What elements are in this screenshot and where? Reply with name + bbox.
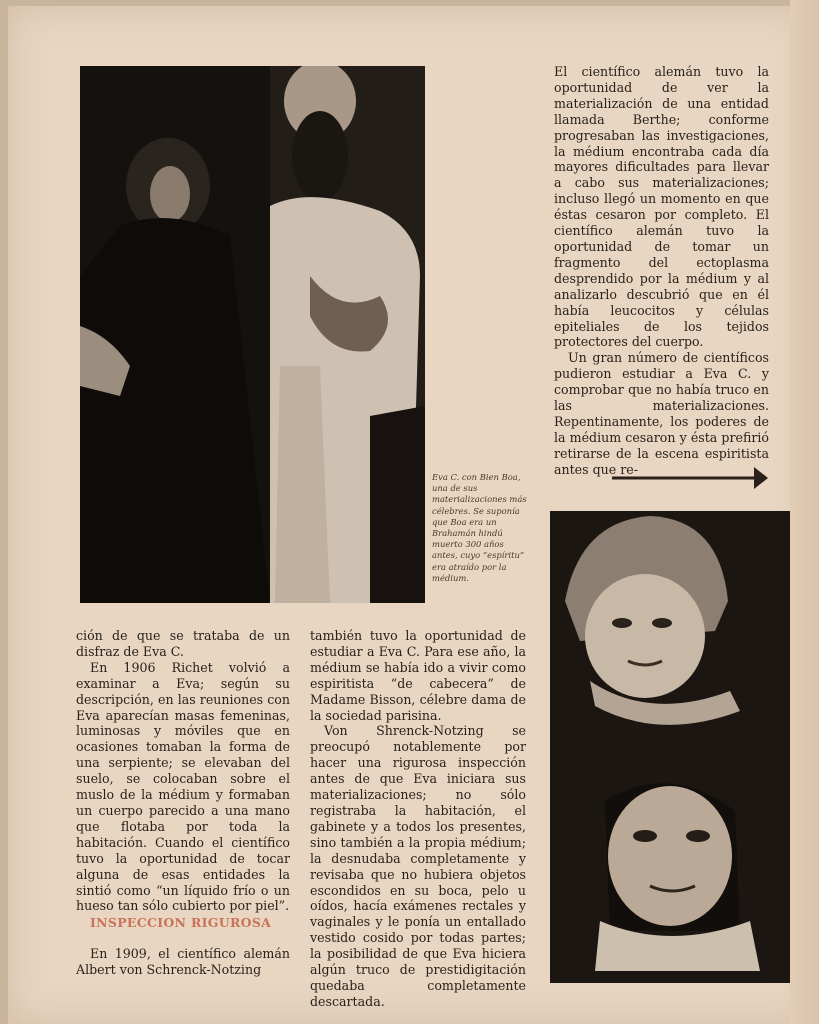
paragraph: En 1906 Richet volvió a examinar a Eva; según su descripción, en las reuniones con Eva aparecían masas femeninas, luminosas y móviles que en ocasiones tomaban la forma de una serpiente; se elevaban del suelo, se colocaban sobre el muslo de la médium y formaban un cuerpo parecido a una mano que flotaba por toda la habitación. Cuando el científico tuvo la oportunidad de tocar alguna de esas entidades la sintió como “un líquido frío o un hueso tan sólo cubierto por piel”. <box>76 659 290 914</box>
photo-eva-c-bien-boa <box>80 66 425 603</box>
paragraph: Von Shrenck-Notzing se preocupó notablemente por hacer una rigurosa inspección antes de que Eva iniciara sus materializaciones; no sólo registraba la habitación, el gabinete y a todos los presentes, sino también a la propia médium; la desnudaba completamente y revisaba que no hubiera objetos escondidos en su boca, pelo u oídos, hacía exámenes rectales y vaginales y le ponía un entallado vestido cosido por todas partes; la posibilidad de que Eva hiciera algún truco de prestidigitación quedaba completamente descartada. <box>310 723 526 1009</box>
photo-faces-image <box>550 511 790 983</box>
paragraph: Un gran número de científicos pudieron estudiar a Eva C. y comprobar que no había truco en las materializaciones. Repentinamente, los poderes de la médium cesaron y ésta prefirió retirarse de la escena espiritista antes que re- <box>554 350 769 477</box>
right-arrow-icon <box>612 466 770 492</box>
article-column-right <box>554 64 769 478</box>
article-column-middle <box>310 628 526 1010</box>
paragraph: también tuvo la oportunidad de estudiar a Eva C. Para ese año, la médium se había ido a vivir como espiritista “de cabecera” de Madame Bisson, célebre dama de la sociedad parisina. <box>310 628 526 723</box>
paragraph: ción de que se trataba de un disfraz de Eva C. <box>76 628 290 659</box>
article-column-left-continued <box>76 946 290 978</box>
paragraph: En 1909, el científico alemán Albert von Schrenck-Notzing <box>76 946 290 977</box>
photo-eva-c-bien-boa-image <box>80 66 425 603</box>
paragraph: El científico alemán tuvo la oportunidad de ver la materialización de una entidad llamada Berthe; conforme progresaban las investigaciones, la médium encontraba cada día mayores dificultades para llevar a cabo sus materializaciones; incluso llegó un momento en que éstas cesaron por completo. El científico alemán tuvo la oportunidad de tomar un fragmento del ectoplasma desprendido por la médium y al analizarlo descubrió que en él había leucocitos y células epiteliales de los tejidos protectores del cuerpo. <box>554 64 769 350</box>
photo-faces <box>550 511 790 983</box>
photo-caption: Eva C. con Bien Boa, una de sus materializaciones más célebres. Se suponía que Boa era un Brahamán hindú muerto 300 años antes, cuyo “espíritu” era atraído por la médium. <box>432 472 527 583</box>
article-column-left <box>76 628 290 914</box>
page-edge <box>790 0 819 1024</box>
section-heading: INSPECCION RIGUROSA <box>90 915 272 930</box>
